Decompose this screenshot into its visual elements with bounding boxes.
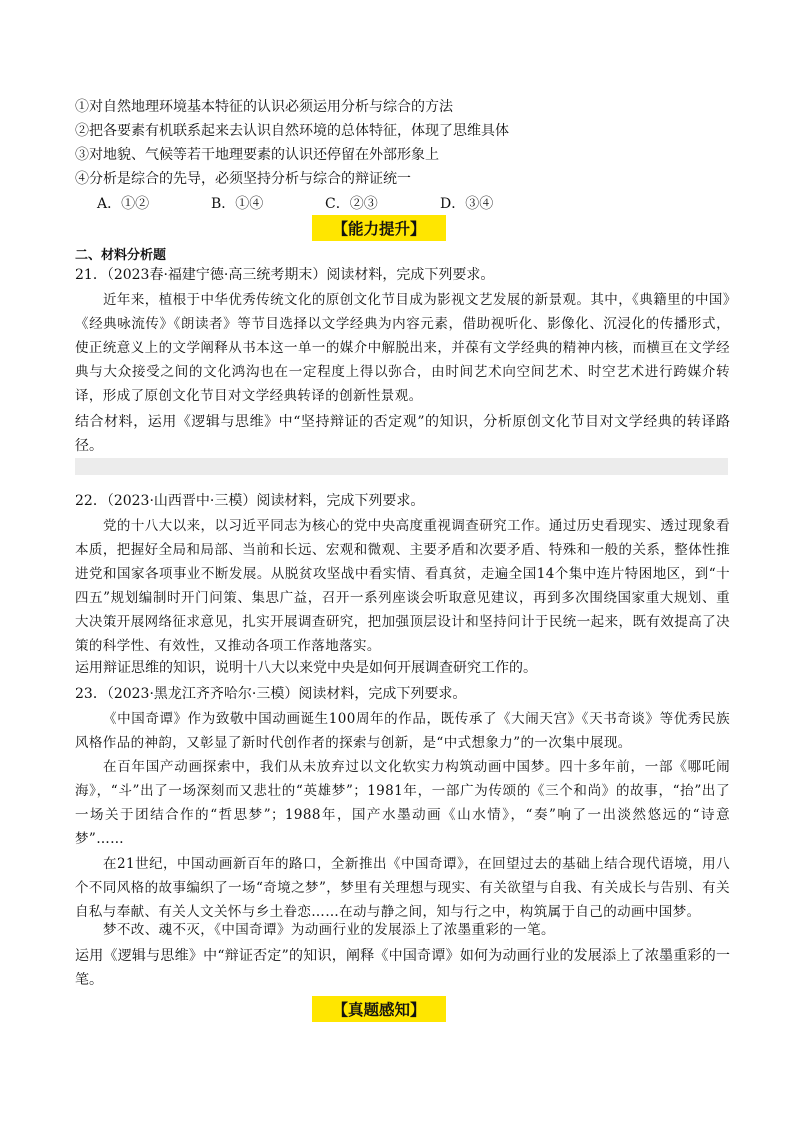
section-title: 二、材料分析题	[75, 248, 167, 263]
statement-4: ④分析是综合的先导，必须坚持分析与综合的辩证统一	[75, 171, 411, 187]
q23-paragraph-3: 在21世纪，中国动画新百年的路口，全新推出《中国奇谭》，在回望过去的基础上结合现代语境，用八个不同风格的故事编织了一场“奇境之梦”，梦里有关理想与现实、有关欲望与自我、有关成长与告别、有关自私与奉献、有关人文关怀与乡土眷恋……在动与静之间，知与行之中，构筑属于自己的动画中国梦。	[75, 856, 730, 920]
q22-header: 22．（2023·山西晋中·三模）阅读材料，完成下列要求。	[75, 493, 425, 509]
q21-question: 结合材料，运用《逻辑与思维》中“坚持辩证的否定观”的知识，分析原创文化节目对文学经典的转译路径。	[75, 414, 730, 454]
statement-3: ③对地貌、气候等若干地理要素的认识还停留在外部形象上	[75, 147, 439, 163]
choice-a: A．①②	[97, 196, 150, 212]
q23-paragraph-2: 在百年国产动画探索中，我们从未放弃过以文化软实力构筑动画中国梦。四十多年前，一部《哪吒闹海》，“斗”出了一场深刻而又悲壮的“英雄梦”；1981年，一部广为传颂的《三个和尚》的故事，“抬”出了一场关于团结合作的“哲思梦”；1988年，国产水墨动画《山水情》，“奏”响了一出淡然悠远的“诗意梦”……	[75, 759, 730, 847]
statement-2: ②把各要素有机联系起来去认识自然环境的总体特征，体现了思维具体	[75, 123, 509, 139]
q23-paragraph-1: 《中国奇谭》作为致敬中国动画诞生100周年的作品，既传承了《大闹天宫》《天书奇谈》等优秀民族风格作品的神韵，又彰显了新时代创作者的探索与创新，是“中式想象力”的一次集中展现。	[75, 711, 730, 751]
statement-1: ①对自然地理环境基本特征的认识必须运用分析与综合的方法	[75, 99, 453, 115]
q23-question: 运用《逻辑与思维》中“辩证否定”的知识，阐释《中国奇谭》如何为动画行业的发展添上了浓墨重彩的一笔。	[75, 948, 730, 988]
answer-area	[75, 458, 728, 475]
banner-real-exam: 【真题感知】	[312, 996, 446, 1022]
q21-material: 近年来，植根于中华优秀传统文化的原创文化节目成为影视文艺发展的新景观。其中，《典籍里的中国》《经典咏流传》《朗读者》等节目选择以文学经典为内容元素，借助视听化、影像化、沉浸化的传播形式，使正统意义上的文学阐释从书本这一单一的媒介中解脱出来，并葆有文学经典的精神内核，而横亘在文学经典与大众接受之间的文化鸿沟也在一定程度上得以弥合，由时间艺术向空间艺术、时空艺术进行跨媒介转译，形成了原创文化节目对文学经典转译的创新性景观。	[75, 292, 730, 404]
choice-c: C．②③	[325, 196, 378, 212]
q21-header: 21．（2023春·福建宁德·高三统考期末）阅读材料，完成下列要求。	[75, 267, 495, 283]
q22-material: 党的十八大以来，以习近平同志为核心的党中央高度重视调查研究工作。通过历史看现实、透过现象看本质，把握好全局和局部、当前和长远、宏观和微观、主要矛盾和次要矛盾、特殊和一般的关系，整体性推进党和国家各项事业不断发展。从脱贫攻坚战中看实情、看真贫，走遍全国14个集中连片特困地区，到“十四五”规划编制时开门问策、集思广益，召开一系列座谈会听取意见建议，再到多次围绕国家重大规划、重大决策开展网络征求意见，扎实开展调查研究，把加强顶层设计和坚持问计于民统一起来，既有效提高了决策的科学性、有效性，又推动各项工作落地落实。	[75, 518, 730, 654]
q23-paragraph-4: 梦不改、魂不灭，《中国奇谭》为动画行业的发展添上了浓墨重彩的一笔。	[103, 922, 555, 938]
q22-question: 运用辩证思维的知识，说明十八大以来党中央是如何开展调查研究工作的。	[75, 660, 537, 676]
choice-d: D．③④	[440, 196, 494, 212]
banner-ability: 【能力提升】	[312, 215, 446, 241]
q23-header: 23．（2023·黑龙江齐齐哈尔·三模）阅读材料，完成下列要求。	[75, 686, 467, 702]
choice-b: B．①④	[211, 196, 264, 212]
